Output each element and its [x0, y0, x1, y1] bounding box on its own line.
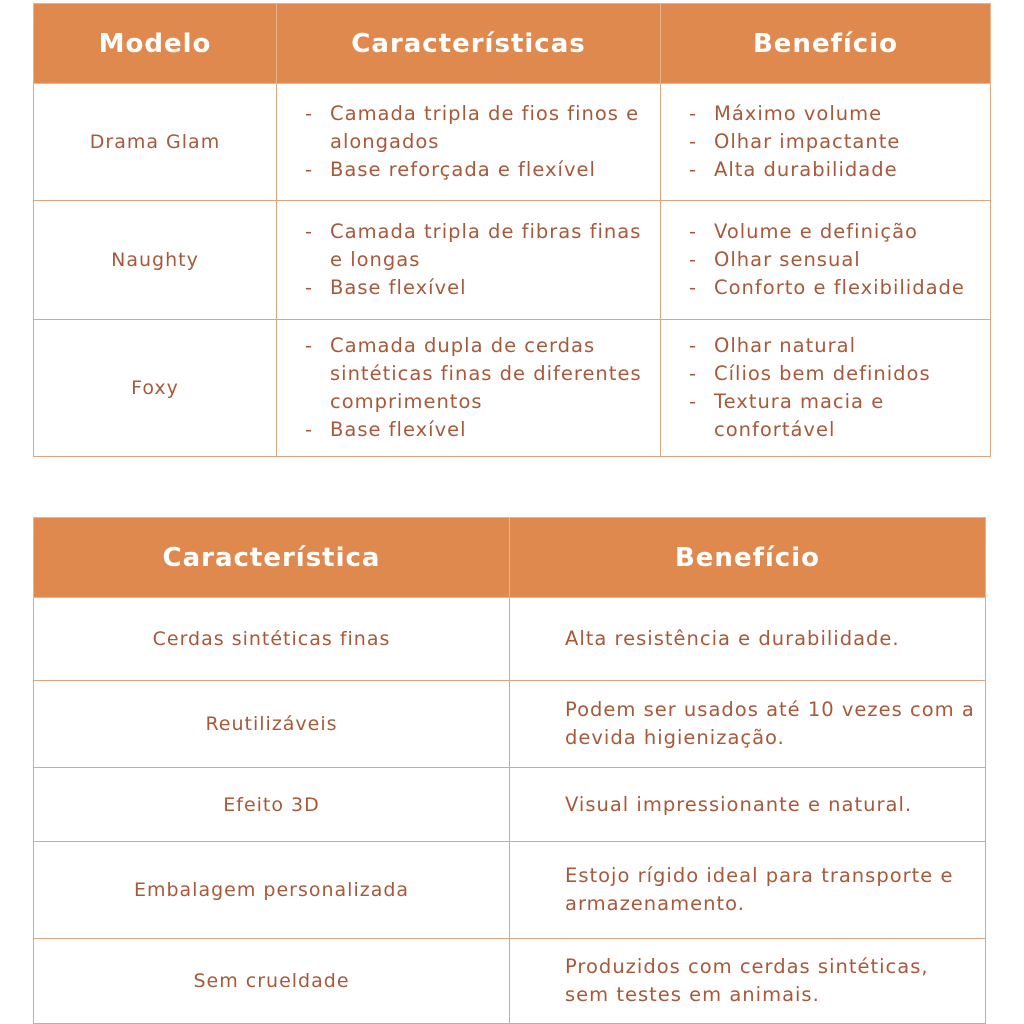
- feature-name: Embalagem personalizada: [34, 842, 510, 939]
- feature-name: Efeito 3D: [34, 768, 510, 842]
- features-header-row: [34, 518, 986, 598]
- characteristic-item: - Base flexível: [305, 416, 660, 444]
- table-row: [34, 842, 986, 939]
- feature-benefit: Produzidos com cerdas sintéticas, sem testes em animais.: [510, 939, 986, 1024]
- characteristics-cell: [277, 320, 661, 457]
- table-row: [34, 681, 986, 768]
- header-caracteristica: Característica: [34, 518, 510, 598]
- table-row: [34, 939, 986, 1024]
- benefit-item: - Textura macia e confortável: [689, 388, 990, 444]
- header-modelo: Modelo: [34, 4, 277, 84]
- feature-benefit: Alta resistência e durabilidade.: [510, 598, 986, 681]
- model-name: Naughty: [34, 201, 277, 320]
- characteristic-item: - Camada tripla de fios finos e alongados: [305, 100, 660, 156]
- table-row: [34, 320, 991, 457]
- benefit-item: - Conforto e flexibilidade: [689, 274, 990, 302]
- header-beneficio: Benefício: [661, 4, 991, 84]
- models-table: [33, 3, 991, 457]
- model-name: Foxy: [34, 320, 277, 457]
- models-header-row: [34, 4, 991, 84]
- feature-benefit: Podem ser usados até 10 vezes com a devida higienização.: [510, 681, 986, 768]
- model-name: Drama Glam: [34, 84, 277, 201]
- header-caracteristicas: Características: [277, 4, 661, 84]
- benefit-item: - Máximo volume: [689, 100, 990, 128]
- benefit-item: - Olhar natural: [689, 332, 990, 360]
- benefits-cell: [661, 201, 991, 320]
- benefits-cell: [661, 320, 991, 457]
- benefit-item: - Volume e definição: [689, 218, 990, 246]
- table-row: [34, 201, 991, 320]
- benefit-item: - Cílios bem definidos: [689, 360, 990, 388]
- benefits-cell: [661, 84, 991, 201]
- characteristic-item: - Camada tripla de fibras finas e longas: [305, 218, 660, 274]
- benefit-item: - Olhar impactante: [689, 128, 990, 156]
- feature-name: Sem crueldade: [34, 939, 510, 1024]
- table-row: [34, 84, 991, 201]
- characteristic-item: - Camada dupla de cerdas sintéticas finas de diferentes comprimentos: [305, 332, 660, 416]
- feature-name: Reutilizáveis: [34, 681, 510, 768]
- characteristics-cell: [277, 201, 661, 320]
- header-beneficio: Benefício: [510, 518, 986, 598]
- characteristic-item: - Base reforçada e flexível: [305, 156, 660, 184]
- feature-benefit: Estojo rígido ideal para transporte e armazenamento.: [510, 842, 986, 939]
- characteristic-item: - Base flexível: [305, 274, 660, 302]
- feature-benefit: Visual impressionante e natural.: [510, 768, 986, 842]
- feature-name: Cerdas sintéticas finas: [34, 598, 510, 681]
- table-row: [34, 598, 986, 681]
- table-row: [34, 768, 986, 842]
- benefit-item: - Olhar sensual: [689, 246, 990, 274]
- characteristics-cell: [277, 84, 661, 201]
- features-table: [33, 517, 986, 1024]
- benefit-item: - Alta durabilidade: [689, 156, 990, 184]
